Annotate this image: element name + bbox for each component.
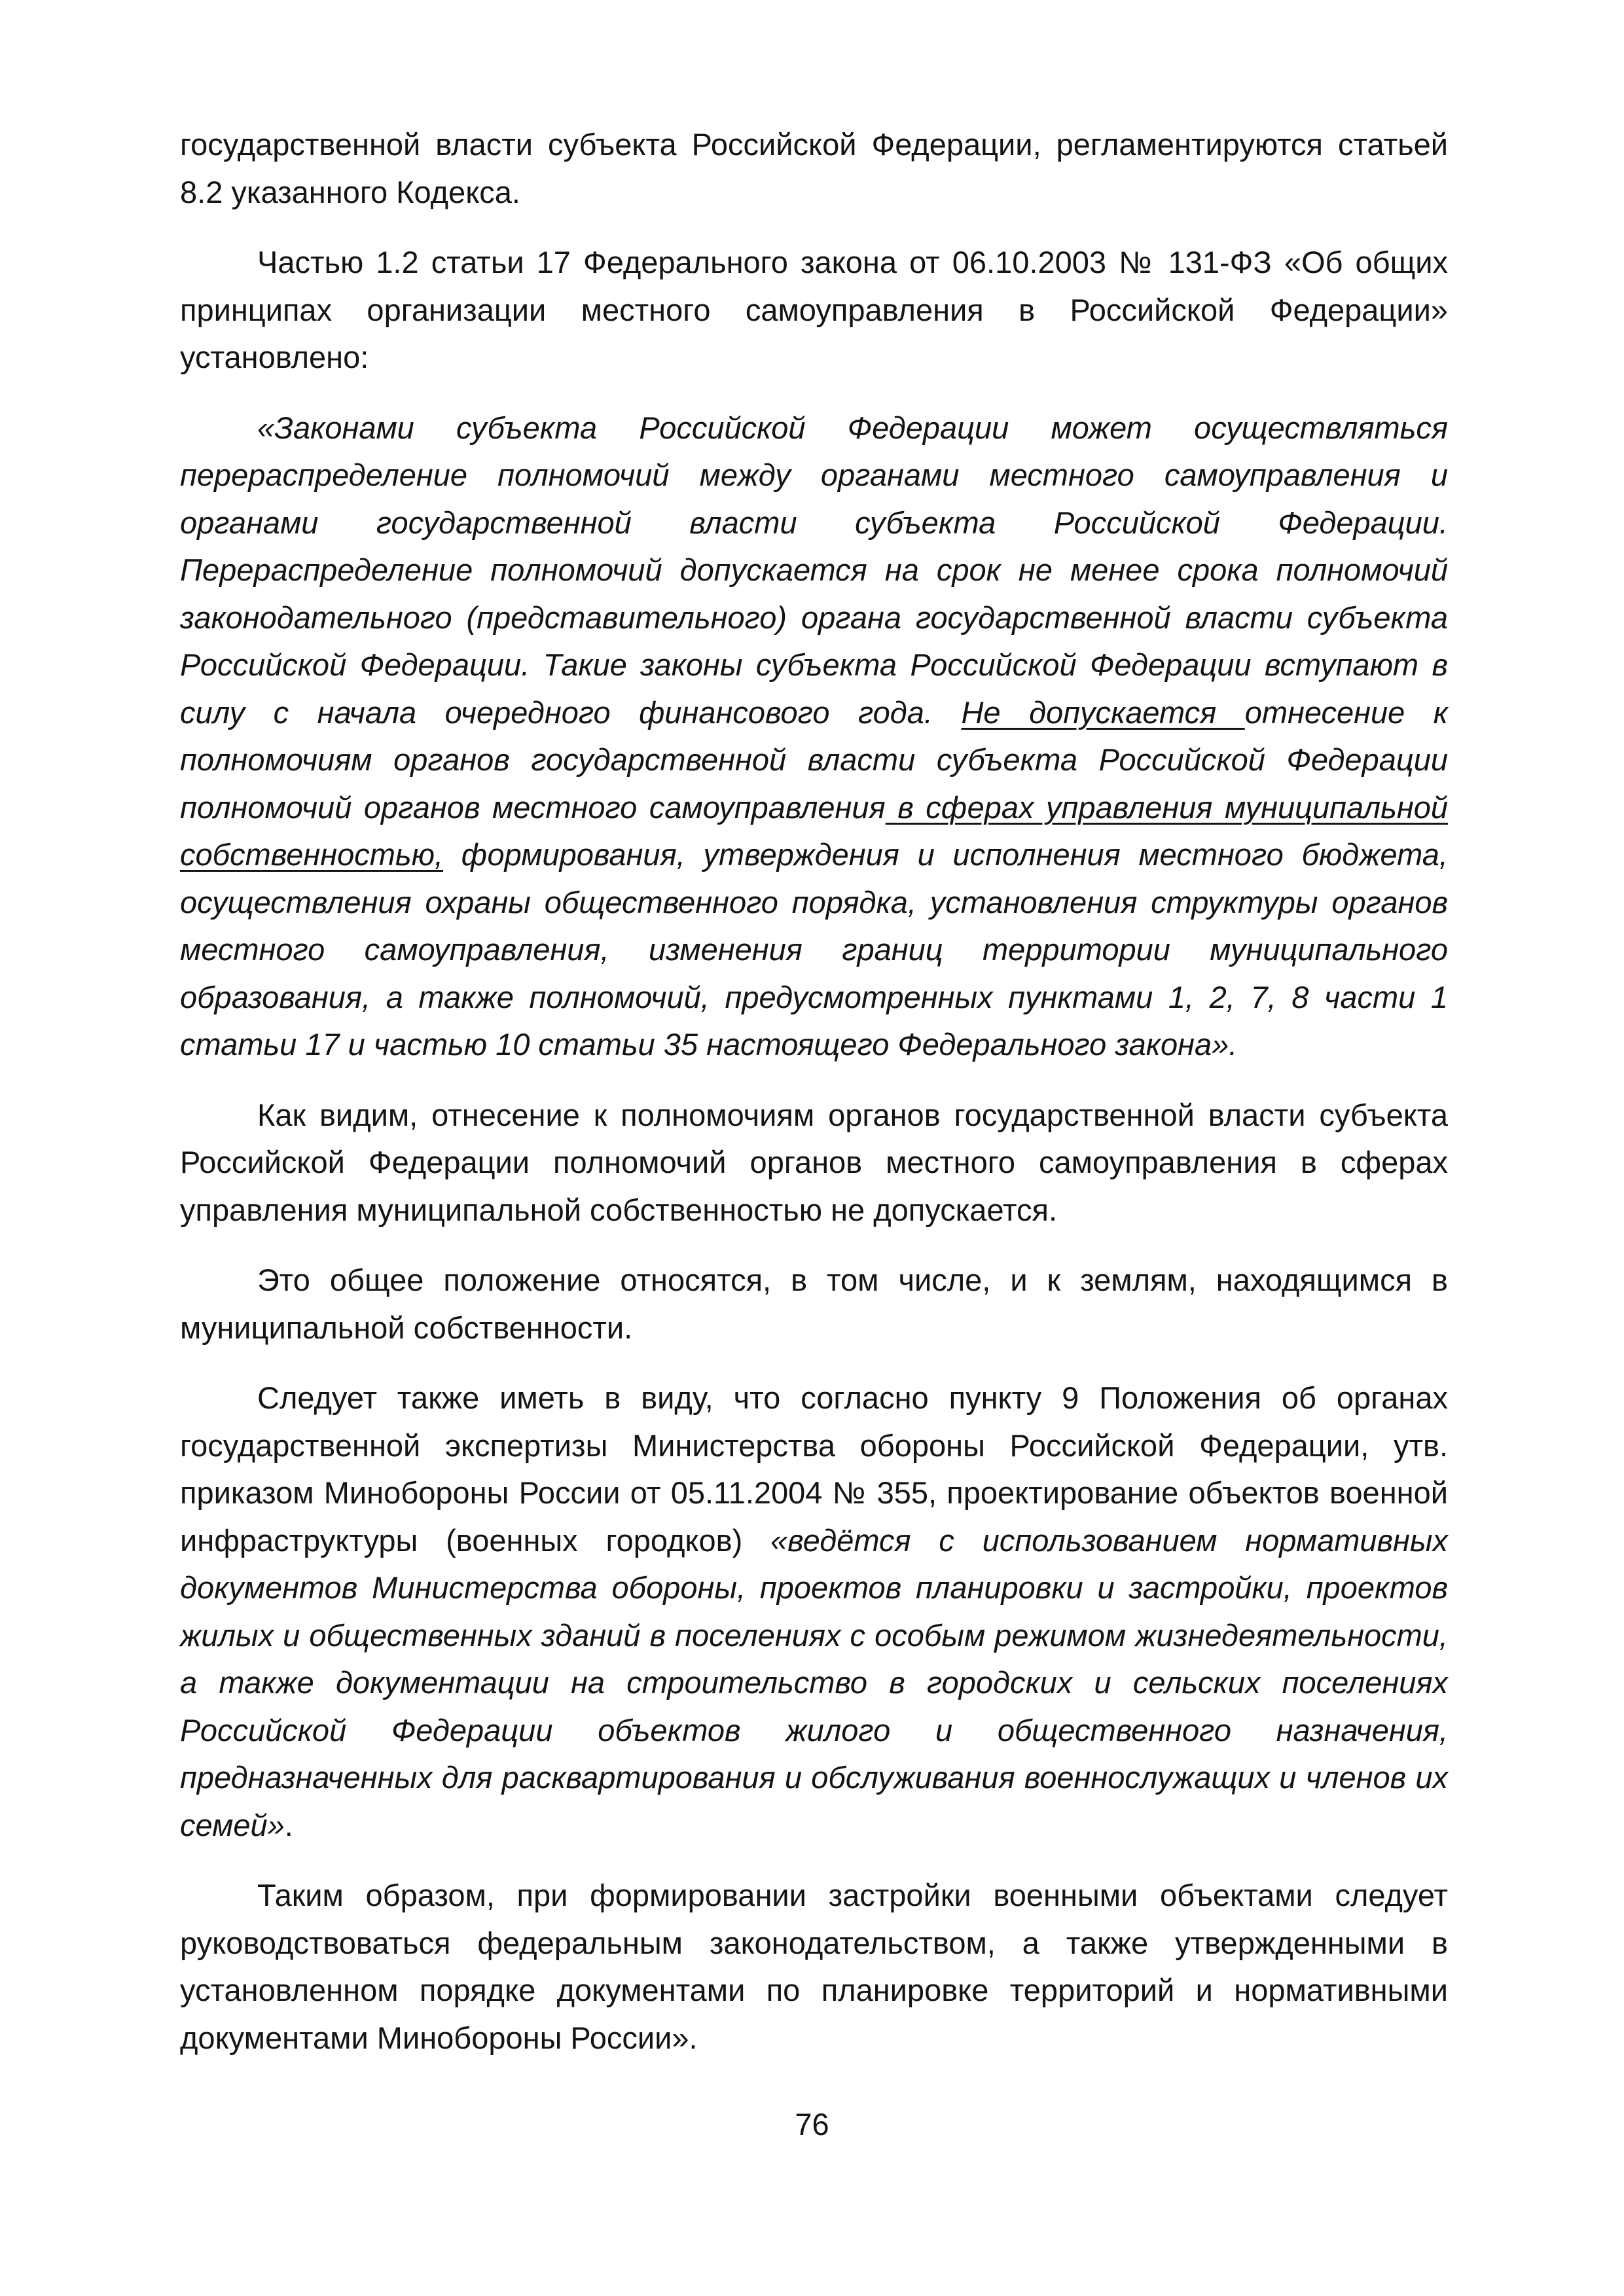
page-number: 76 <box>795 2107 829 2142</box>
paragraph-conclusion: Как видим, отнесение к полномочиям органов государственной власти субъекта Российской Федерации полномочий органов местного самоуправления в сферах управления муниципальной собственностью не допускается. <box>180 1097 1448 1227</box>
quote-text-part-2: отнесение к полномочиям органов государственной власти субъекта Российской Федерации полномочий органов местного самоуправления <box>180 694 1449 825</box>
paragraph-final-summary: Таким образом, при формировании застройки военными объектами следует руководствоваться федеральным законодательством, а также утвержденными в установленном порядке документами по планировке территорий и нормативными документами Минобороны России». <box>180 1878 1448 2055</box>
defense-regulation-text: Следует также иметь в виду, что согласно пункту 9 Положения об органах государственной экспертизы Министерства обороны Российской Федерации, утв. приказом Минобороны России от 05.11.2004 № 355, проектирование объектов военной инфраструктуры (военных городков) <box>180 1380 1448 1558</box>
quote-text-part-3: формирования, утверждения и исполнения местного бюджета, осуществления охраны общественного порядка, установления структуры органов местного самоуправления, изменения границ территории муниципального образования, а также полномочий, предусмотренных пунктами 1, 2, 7, 8 части 1 статьи 17 и частью 10 статьи 35 настоящего Федерального закона». <box>180 837 1448 1062</box>
quote-text-part-1: «Законами субъекта Российской Федерации может осуществляться перераспределение полномочий между органами местного самоуправления и органами государственной власти субъекта Российской Федерации. Перераспределение полномочий допускается на срок не менее срока полномочий законодательного (представительного) органа государственной власти субъекта Российской Федерации. Такие законы субъекта Российской Федерации вступают в силу с начала очередного финансового года. <box>180 410 1448 730</box>
quote-underlined-not-allowed: Не допускается <box>961 694 1245 730</box>
paragraph-defense-regulation <box>180 1374 1448 1849</box>
defense-regulation-quote: «ведётся с использованием нормативных документов Министерства обороны, проектов планировки и застройки, проектов жилых и общественных зданий в поселениях с особым режимом жизнедеятельности, а также документации на строительство в городских и сельских поселениях Российской Федерации объектов жилого и общественного назначения, предназначенных для расквартирования и обслуживания военнослужащих и членов их семей» <box>180 1522 1448 1842</box>
defense-regulation-end: . <box>284 1807 293 1842</box>
paragraph-continuation: государственной власти субъекта Российской Федерации, регламентируются статьей 8.2 указанного Кодекса. <box>180 127 1448 209</box>
paragraph-law-reference: Частью 1.2 статьи 17 Федерального закона от 06.10.2003 № 131-ФЗ «Об общих принципах организации местного самоуправления в Российской Федерации» установлено: <box>180 245 1448 374</box>
paragraph-law-quote <box>180 404 1448 1069</box>
quote-underlined-municipal-property: в сферах управления муниципальной собственностью, <box>180 789 1448 872</box>
document-page <box>180 121 1448 2085</box>
paragraph-land-note: Это общее положение относятся, в том числе, и к землям, находящимся в муниципальной собственности. <box>180 1263 1448 1345</box>
